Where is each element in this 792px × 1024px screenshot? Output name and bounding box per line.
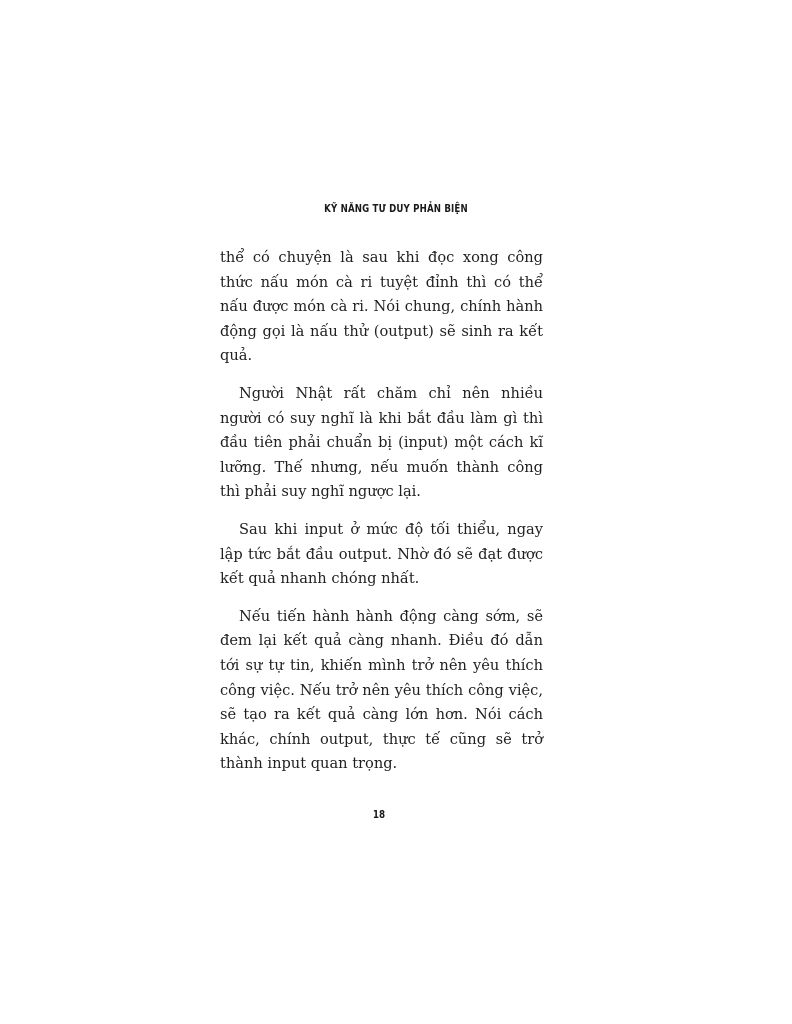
body-text [220,246,543,790]
paragraph: Người Nhật rất chăm chỉ nên nhiều người có suy nghĩ là khi bắt đầu làm gì thì đầu tiên phải chuẩn bị (input) một cách kĩ lưỡng. Thế nhưng, nếu muốn thành công thì phải suy nghĩ ngược lại. [220,384,543,501]
paragraph: Nếu tiến hành hành động càng sớm, sẽ đem lại kết quả càng nhanh. Điều đó dẫn tới sự tự tin, khiến mình trở nên yêu thích công việc. Nếu trở nên yêu thích công việc, sẽ tạo ra kết quả càng lớn hơn. Nói cách khác, chính output, thực tế cũng sẽ trở thành input quan trọng. [220,607,543,773]
page-number: 18 [372,808,386,821]
paragraph: Sau khi input ở mức độ tối thiểu, ngay lập tức bắt đầu output. Nhờ đó sẽ đạt được kết quả nhanh chóng nhất. [220,520,543,588]
running-header: KỸ NĂNG TƯ DUY PHẢN BIỆN [324,203,468,215]
paragraph-continuation: thể có chuyện là sau khi đọc xong công thức nấu món cà ri tuyệt đỉnh thì có thể nấu được món cà ri. Nói chung, chính hành động gọi là nấu thử (output) sẽ sinh ra kết quả. [220,249,543,365]
